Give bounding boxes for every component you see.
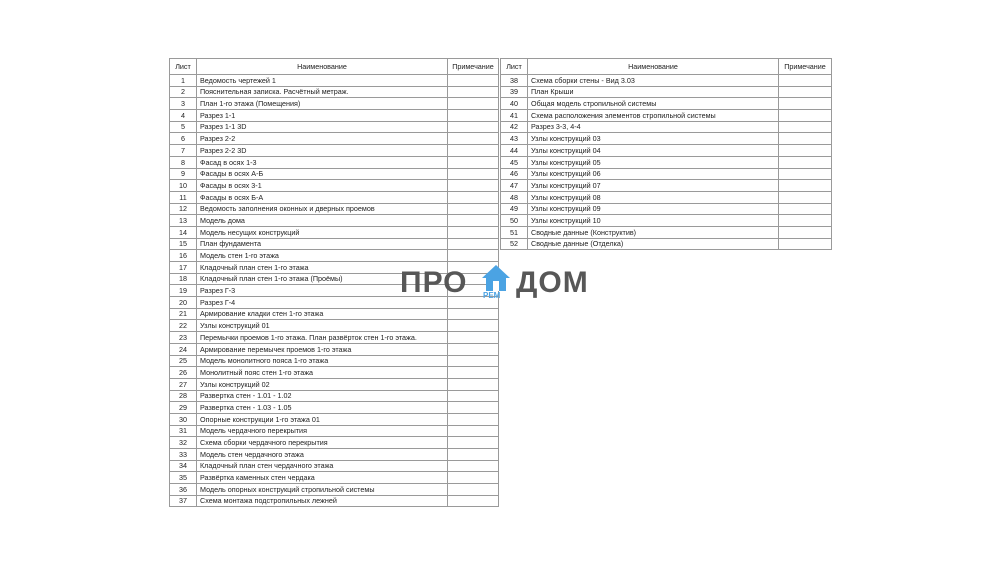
sheet-note [779,156,832,168]
sheet-name: Пояснительная записка. Расчётный метраж. [197,86,448,98]
sheet-name: План Крыши [528,86,779,98]
sheet-note [448,484,499,496]
sheet-note [448,437,499,449]
sheet-name: Разрез 1-1 3D [197,121,448,133]
table-row [170,308,499,320]
sheet-name: Армирование перемычек проемов 1-го этажа [197,343,448,355]
sheet-note [448,110,499,122]
sheet-number: 40 [501,98,528,110]
table-row [501,203,832,215]
sheet-note [779,180,832,192]
sheet-name: Фасады в осях 3-1 [197,180,448,192]
sheet-name: Кладочный план стен 1-го этажа [197,262,448,274]
sheet-name: Сводные данные (Конструктив) [528,226,779,238]
sheet-number: 45 [501,156,528,168]
sheet-name: Узлы конструкций 08 [528,191,779,203]
sheet-note [448,121,499,133]
sheet-note [779,75,832,87]
table-row [170,460,499,472]
sheet-note [448,413,499,425]
table-row [170,437,499,449]
sheet-name: Перемычки проемов 1-го этажа. План развёрток стен 1-го этажа. [197,332,448,344]
table-row [170,110,499,122]
logo-word-left: ПРО [400,266,468,299]
sheet-name: Армирование кладки стен 1-го этажа [197,308,448,320]
sheet-note [779,145,832,157]
sheet-note [448,168,499,180]
drawings-list-table-right [500,58,832,250]
sheet-number: 46 [501,168,528,180]
sheet-number: 26 [170,367,197,379]
sheet-number: 20 [170,297,197,309]
table-row [170,98,499,110]
sheet-name: Схема сборки стены - Вид 3.03 [528,75,779,87]
sheet-number: 2 [170,86,197,98]
table-row [170,484,499,496]
table-row [170,320,499,332]
table-row [170,390,499,402]
table-row [170,378,499,390]
table-row [170,425,499,437]
sheet-note [448,191,499,203]
sheet-name: Схема монтажа подстропильных лежней [197,495,448,507]
sheet-name: Разрез 1-1 [197,110,448,122]
sheet-note [779,203,832,215]
sheet-name: Опорные конструкции 1-го этажа 01 [197,413,448,425]
table-row [501,238,832,250]
sheet-note [779,191,832,203]
sheet-note [448,378,499,390]
sheet-number: 25 [170,355,197,367]
header-note: Примечание [779,59,832,75]
sheet-note [448,145,499,157]
sheet-note [448,472,499,484]
sheet-note [448,156,499,168]
header-name: Наименование [528,59,779,75]
sheet-note [448,180,499,192]
sheet-number: 15 [170,238,197,250]
logo-word-right: ДОМ [516,266,589,299]
sheet-number: 27 [170,378,197,390]
sheet-name: Модель несущих конструкций [197,226,448,238]
sheet-number: 36 [170,484,197,496]
sheet-number: 8 [170,156,197,168]
sheet-name: Развёртка каменных стен чердака [197,472,448,484]
sheet-note [448,98,499,110]
table-row [170,145,499,157]
sheet-name: Разрез Г-4 [197,297,448,309]
table-row [170,332,499,344]
sheet-name: Развертка стен - 1.01 - 1.02 [197,390,448,402]
logo-sub: РЕМ [483,291,501,300]
sheet-number: 12 [170,203,197,215]
header-sheet: Лист [501,59,528,75]
table-row [170,203,499,215]
sheet-note [779,215,832,227]
sheet-name: Ведомость заполнения оконных и дверных проемов [197,203,448,215]
sheet-note [448,402,499,414]
table-row [170,180,499,192]
table-row [170,472,499,484]
sheet-note [779,86,832,98]
sheet-name: Узлы конструкций 05 [528,156,779,168]
sheet-number: 29 [170,402,197,414]
sheet-name: Узлы конструкций 09 [528,203,779,215]
sheet-name: План фундамента [197,238,448,250]
sheet-number: 28 [170,390,197,402]
sheet-number: 17 [170,262,197,274]
sheet-note [448,75,499,87]
sheet-note [448,425,499,437]
header-sheet: Лист [170,59,197,75]
sheet-name: Модель опорных конструкций стропильной системы [197,484,448,496]
sheet-number: 34 [170,460,197,472]
sheet-number: 10 [170,180,197,192]
sheet-note [448,308,499,320]
sheet-number: 32 [170,437,197,449]
sheet-name: Модель стен 1-го этажа [197,250,448,262]
sheet-number: 23 [170,332,197,344]
sheet-name: План 1-го этажа (Помещения) [197,98,448,110]
sheet-number: 52 [501,238,528,250]
sheet-note [448,250,499,262]
sheet-name: Фасады в осях Б-А [197,191,448,203]
table-row [170,238,499,250]
table-row [170,226,499,238]
table-row [170,495,499,507]
sheet-name: Модель стен чердачного этажа [197,449,448,461]
sheet-name: Разрез 3-3, 4-4 [528,121,779,133]
table-row [170,402,499,414]
sheet-note [779,226,832,238]
sheet-note [448,203,499,215]
sheet-note [448,449,499,461]
sheet-note [448,367,499,379]
sheet-note [448,226,499,238]
sheet-number: 47 [501,180,528,192]
table-row [170,367,499,379]
prodom-logo [400,263,600,303]
table-row [170,86,499,98]
sheet-number: 19 [170,285,197,297]
table-row [501,86,832,98]
sheet-name: Кладочный план стен чердачного этажа [197,460,448,472]
table-row [501,75,832,87]
sheet-note [779,98,832,110]
sheet-note [448,238,499,250]
table-row [501,168,832,180]
sheet-number: 5 [170,121,197,133]
sheet-name: Модель дома [197,215,448,227]
table-row [501,110,832,122]
table-row [501,226,832,238]
header-name: Наименование [197,59,448,75]
sheet-number: 24 [170,343,197,355]
sheet-note [448,355,499,367]
sheet-number: 6 [170,133,197,145]
sheet-number: 42 [501,121,528,133]
table-row [501,145,832,157]
sheet-name: Фасады в осях А-Б [197,168,448,180]
sheet-number: 50 [501,215,528,227]
sheet-note [779,121,832,133]
table-row [170,449,499,461]
sheet-note [448,390,499,402]
sheet-name: Разрез Г-3 [197,285,448,297]
sheet-name: Сводные данные (Отделка) [528,238,779,250]
sheet-number: 18 [170,273,197,285]
sheet-number: 41 [501,110,528,122]
sheet-number: 48 [501,191,528,203]
sheet-name: Узлы конструкций 10 [528,215,779,227]
sheet-number: 37 [170,495,197,507]
sheet-name: Кладочный план стен 1-го этажа (Проёмы) [197,273,448,285]
sheet-note [779,238,832,250]
table-row [501,156,832,168]
sheet-name: Узлы конструкций 07 [528,180,779,192]
sheet-name: Узлы конструкций 01 [197,320,448,332]
table-row [170,121,499,133]
sheet-number: 21 [170,308,197,320]
sheet-note [448,332,499,344]
sheet-number: 38 [501,75,528,87]
sheet-note [779,168,832,180]
table-row [170,355,499,367]
table-row [170,75,499,87]
table-row [501,121,832,133]
header-note: Примечание [448,59,499,75]
table-row [170,250,499,262]
table-row [170,215,499,227]
sheet-number: 31 [170,425,197,437]
sheet-name: Фасад в осях 1-3 [197,156,448,168]
sheet-note [448,460,499,472]
sheet-number: 3 [170,98,197,110]
sheet-note [448,320,499,332]
sheet-number: 51 [501,226,528,238]
sheet-number: 49 [501,203,528,215]
sheet-number: 11 [170,191,197,203]
table-header-row [170,59,499,75]
sheet-number: 16 [170,250,197,262]
sheet-note [448,495,499,507]
table-row [170,168,499,180]
sheet-name: Модель чердачного перекрытия [197,425,448,437]
sheet-number: 44 [501,145,528,157]
sheet-number: 4 [170,110,197,122]
sheet-note [448,86,499,98]
table-row [170,191,499,203]
sheet-note [448,215,499,227]
table-row [501,215,832,227]
sheet-name: Ведомость чертежей 1 [197,75,448,87]
sheet-note [448,133,499,145]
sheet-number: 35 [170,472,197,484]
sheet-name: Схема расположения элементов стропильной системы [528,110,779,122]
sheet-number: 33 [170,449,197,461]
sheet-number: 39 [501,86,528,98]
sheet-number: 1 [170,75,197,87]
table-header-row [501,59,832,75]
sheet-name: Узлы конструкций 03 [528,133,779,145]
sheet-number: 9 [170,168,197,180]
sheet-number: 13 [170,215,197,227]
sheet-number: 22 [170,320,197,332]
table-row [170,156,499,168]
sheet-name: Развертка стен - 1.03 - 1.05 [197,402,448,414]
sheet-name: Разрез 2-2 3D [197,145,448,157]
sheet-note [779,133,832,145]
sheet-name: Модель монолитного пояса 1-го этажа [197,355,448,367]
table-row [501,133,832,145]
sheet-number: 7 [170,145,197,157]
sheet-name: Разрез 2-2 [197,133,448,145]
sheet-name: Схема сборки чердачного перекрытия [197,437,448,449]
sheet-name: Монолитный пояс стен 1-го этажа [197,367,448,379]
table-row [170,343,499,355]
table-row [170,133,499,145]
table-row [170,413,499,425]
table-row [501,191,832,203]
sheet-number: 30 [170,413,197,425]
sheet-name: Узлы конструкций 04 [528,145,779,157]
sheet-note [779,110,832,122]
sheet-name: Узлы конструкций 06 [528,168,779,180]
sheet-number: 43 [501,133,528,145]
table-row [501,180,832,192]
table-row [501,98,832,110]
sheet-name: Общая модель стропильной системы [528,98,779,110]
sheet-number: 14 [170,226,197,238]
sheet-note [448,343,499,355]
sheet-name: Узлы конструкций 02 [197,378,448,390]
